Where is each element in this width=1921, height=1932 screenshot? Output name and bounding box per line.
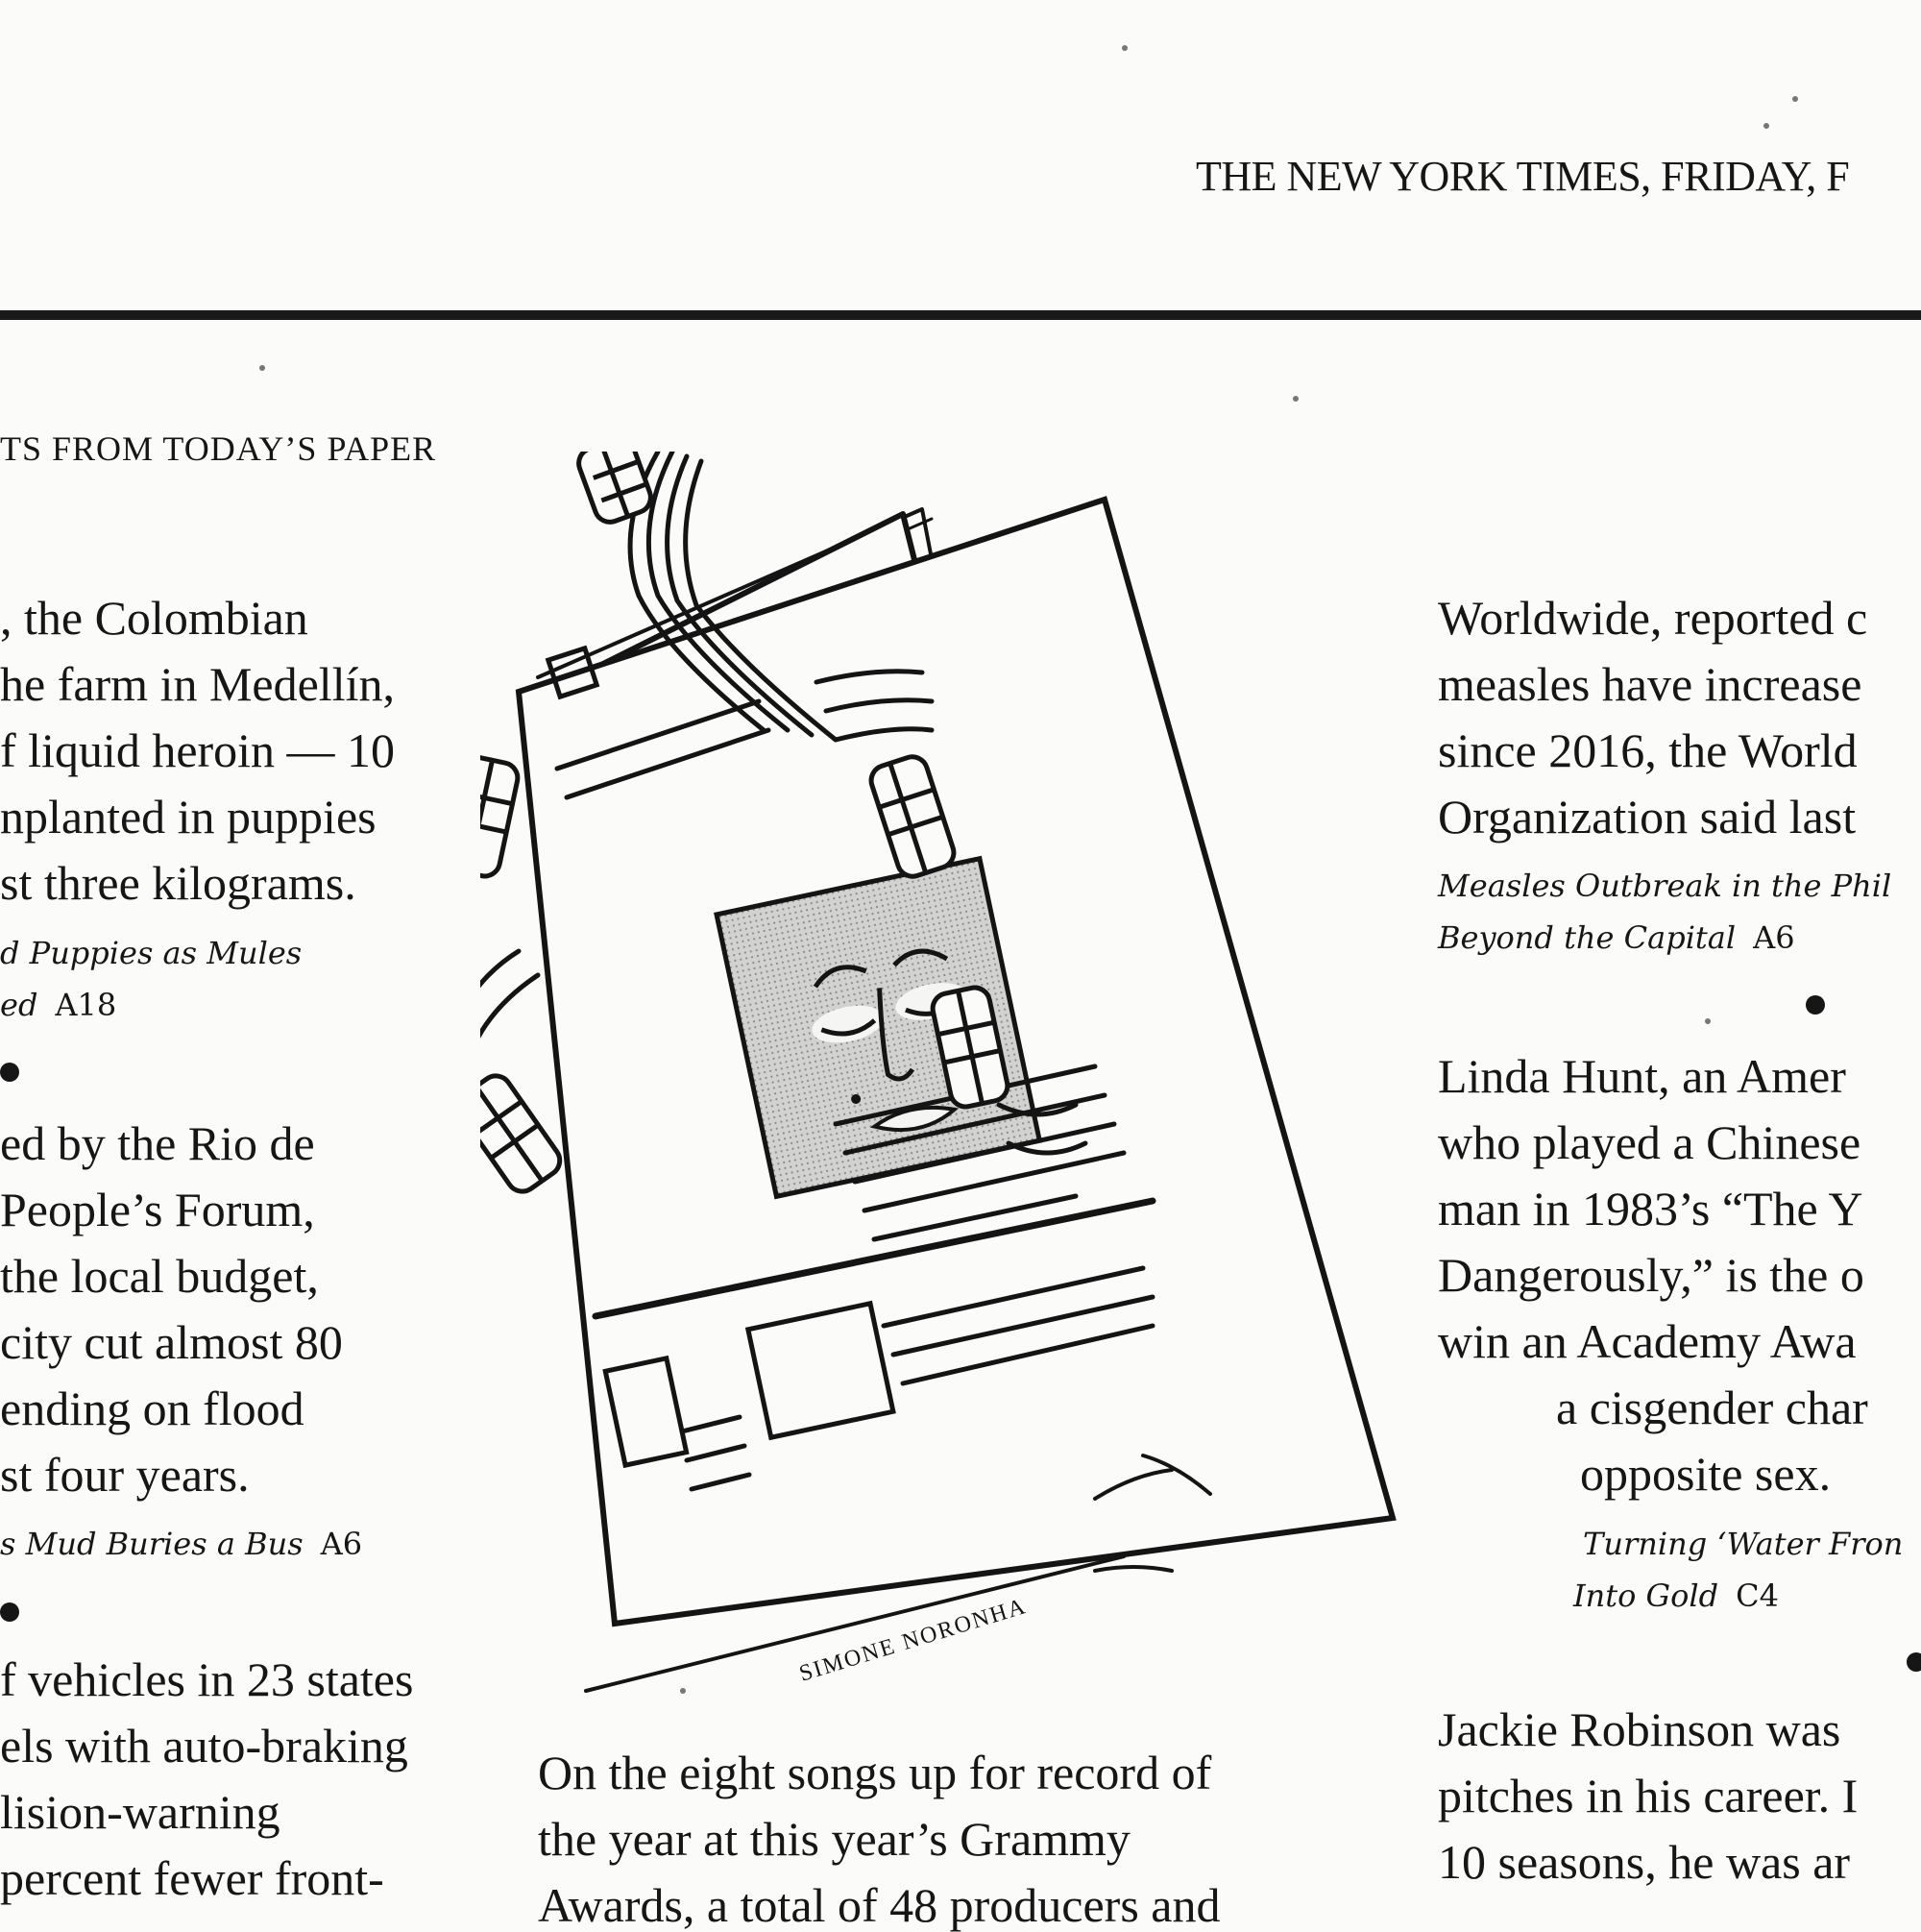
masthead: THE NEW YORK TIMES, FRIDAY, F (1196, 153, 1850, 200)
ref-headline: ed (0, 987, 38, 1023)
right-item2-line: opposite sex. (1580, 1447, 1832, 1501)
bullet-dot (0, 1602, 19, 1622)
ref-headline: Beyond the Capital (1438, 919, 1737, 956)
left-item3-line: els with auto-braking (0, 1719, 408, 1773)
paper-speck (1293, 396, 1299, 402)
left-item2-line: st four years. (0, 1448, 250, 1502)
paper-speck (1763, 123, 1769, 129)
right-item1-line: measles have increase (1438, 657, 1862, 711)
newspaper-illustration (480, 452, 1402, 1700)
left-item2-ref (0, 1526, 362, 1562)
left-item1-line: , the Colombian (0, 591, 308, 645)
right-item2-line: Dangerously,” is the o (1438, 1248, 1864, 1302)
right-item2-line: a cisgender char (1556, 1381, 1868, 1434)
right-item1-line: Worldwide, reported c (1438, 591, 1868, 645)
center-body-line: On the eight songs up for record of (538, 1746, 1212, 1799)
paper-speck (259, 365, 265, 371)
right-item1-ref (1438, 919, 1795, 956)
right-item1-line: since 2016, the World (1438, 723, 1858, 777)
right-item3-line: pitches in his career. I (1438, 1769, 1859, 1822)
right-item2-line: win an Academy Awa (1438, 1314, 1857, 1368)
right-item1-ref (1438, 868, 1891, 904)
ref-headline: d Puppies as Mules (0, 935, 303, 971)
bullet-dot (1806, 995, 1825, 1015)
right-item2-ref (1573, 1577, 1779, 1614)
right-item3-line: 10 seasons, he was ar (1438, 1835, 1851, 1889)
left-item2-line: ending on flood (0, 1382, 304, 1435)
masthead-rule (0, 310, 1921, 320)
left-item2-line: city cut almost 80 (0, 1315, 343, 1369)
section-label: TS FROM TODAY’S PAPER (0, 429, 437, 468)
left-item2-line: People’s Forum, (0, 1183, 315, 1236)
page-ref: C4 (1736, 1577, 1779, 1614)
page-ref: A18 (55, 987, 117, 1023)
right-item2-line: Linda Hunt, an Amer (1438, 1049, 1846, 1103)
left-item3-line: percent fewer front- (0, 1851, 384, 1905)
page-ref: A6 (1753, 919, 1795, 956)
right-item1-line: Organization said last (1438, 790, 1857, 844)
page-ref: A6 (320, 1526, 363, 1562)
left-item3-line: f vehicles in 23 states (0, 1652, 414, 1706)
illustration-credit: SIMONE NORONHA (796, 1593, 1031, 1687)
ref-headline: Measles Outbreak in the Phil (1438, 868, 1892, 904)
paper-speck (1122, 45, 1128, 51)
ref-headline: Turning ‘Water Fron (1583, 1526, 1904, 1562)
paper-speck (1705, 1018, 1711, 1024)
center-body-line: Awards, a total of 48 producers and (538, 1878, 1221, 1932)
left-item1-ref (0, 935, 302, 971)
left-item1-line: st three kilograms. (0, 856, 356, 910)
paper-speck (680, 1688, 686, 1694)
left-item1-line: he farm in Medellín, (0, 657, 395, 711)
right-item2-ref (1583, 1526, 1903, 1562)
center-body-line: the year at this year’s Grammy (538, 1812, 1131, 1866)
right-item2-line: who played a Chinese (1438, 1115, 1861, 1169)
left-item1-ref (0, 987, 116, 1023)
ref-headline: Into Gold (1573, 1577, 1719, 1614)
bullet-dot (0, 1063, 19, 1082)
left-item3-line: lision-warning (0, 1785, 280, 1839)
bullet-dot (1907, 1652, 1921, 1672)
right-item2-line: man in 1983’s “The Y (1438, 1182, 1863, 1235)
right-item3-line: Jackie Robinson was (1438, 1702, 1841, 1756)
paper-speck (1792, 96, 1798, 102)
left-item1-line: nplanted in puppies (0, 790, 377, 844)
left-item2-line: ed by the Rio de (0, 1116, 315, 1170)
left-item1-line: f liquid heroin — 10 (0, 723, 396, 777)
ref-headline: s Mud Buries a Bus (0, 1526, 304, 1562)
left-item2-line: the local budget, (0, 1249, 319, 1303)
